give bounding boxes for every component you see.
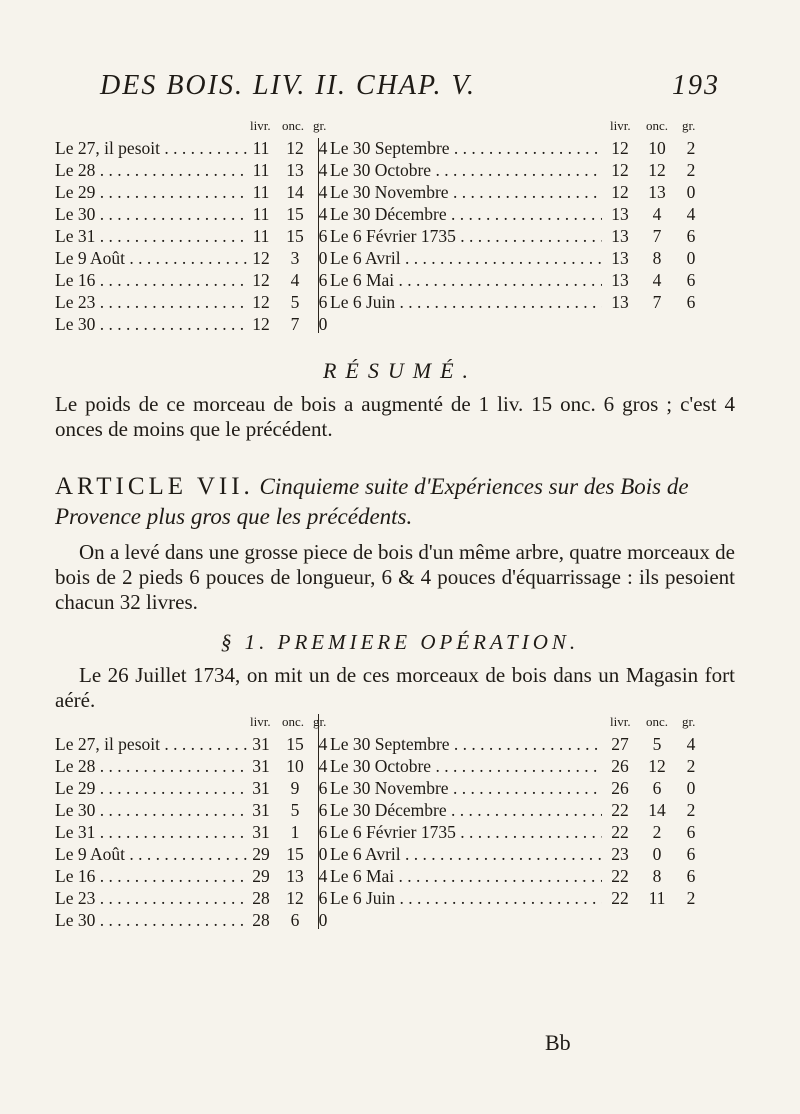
row-date-label: Le 30 Décembre . . . <box>330 204 602 225</box>
row-livr-value: 31 <box>252 756 270 776</box>
article-title: Cinquieme suite d'Expériences sur des Bois de Provence plus gros que les précédents. <box>55 474 689 529</box>
row-onc-value: 15 <box>286 844 304 864</box>
row-gr-value: 0 <box>686 248 696 268</box>
table-row <box>330 226 705 248</box>
row-gr-value: 2 <box>686 160 696 180</box>
row-onc-value: 5 <box>290 800 300 820</box>
row-date-label: Le 30 Octobre . . . <box>330 756 602 777</box>
row-gr-value: 6 <box>318 226 328 246</box>
unit-header-livres: livr. <box>610 118 631 133</box>
running-head <box>100 70 720 110</box>
row-gr-value: 6 <box>686 270 696 290</box>
row-onc-value: 3 <box>290 248 300 268</box>
table-row <box>330 182 705 204</box>
row-onc-value: 15 <box>286 226 304 246</box>
row-livr-value: 12 <box>252 248 270 268</box>
row-date-label: Le 30 Octobre . . . <box>330 160 602 181</box>
column-divider <box>318 714 319 929</box>
unit-header-gros: gr. <box>313 714 327 729</box>
row-livr-value: 29 <box>252 844 270 864</box>
row-date-label: Le 6 Mai . . . <box>330 866 602 887</box>
unit-header-gros: gr. <box>682 714 696 729</box>
row-onc-value: 2 <box>652 822 662 842</box>
table-row <box>55 888 337 910</box>
row-date-label: Le 6 Juin . . . <box>330 292 602 313</box>
row-date-label: Le 30 Décembre . . . <box>330 800 602 821</box>
row-livr-value: 31 <box>252 778 270 798</box>
page-number: 193 <box>672 70 720 101</box>
row-onc-value: 12 <box>648 756 666 776</box>
row-date-label: Le 23 . . . <box>55 888 247 909</box>
row-date-label: Le 29 . . . <box>55 778 247 799</box>
table-row <box>55 844 337 866</box>
table-1-right-column <box>330 118 735 348</box>
row-livr-value: 23 <box>611 844 629 864</box>
table-row <box>330 270 705 292</box>
table-row <box>330 866 705 888</box>
row-gr-value: 4 <box>686 204 696 224</box>
row-gr-value: 0 <box>318 910 328 930</box>
row-onc-value: 5 <box>290 292 300 312</box>
table-row <box>330 248 705 270</box>
row-date-label: Le 30 Novembre . . . <box>330 778 602 799</box>
table-row <box>330 888 705 910</box>
table-row <box>330 160 705 182</box>
table-row <box>55 822 337 844</box>
row-onc-value: 8 <box>652 866 662 886</box>
table-row <box>55 734 337 756</box>
row-date-label: Le 27, il pesoit . . . <box>55 138 247 159</box>
row-gr-value: 2 <box>686 756 696 776</box>
row-onc-value: 15 <box>286 734 304 754</box>
row-gr-value: 6 <box>686 844 696 864</box>
row-onc-value: 4 <box>652 270 662 290</box>
row-date-label: Le 6 Avril . . . <box>330 844 602 865</box>
row-onc-value: 8 <box>652 248 662 268</box>
unit-header-onces: onc. <box>646 714 669 729</box>
signature-mark: Bb <box>545 1030 571 1055</box>
table-row <box>55 866 337 888</box>
unit-header-livres: livr. <box>250 714 271 729</box>
table-1-left-column <box>55 118 328 348</box>
table-row <box>55 182 337 204</box>
table-row <box>330 204 705 226</box>
section-heading: § 1. PREMIERE OPÉRATION. <box>220 630 580 654</box>
table-row <box>55 226 337 248</box>
row-gr-value: 0 <box>318 844 328 864</box>
unit-header-gros: gr. <box>313 118 327 133</box>
row-livr-value: 28 <box>252 910 270 930</box>
row-gr-value: 6 <box>686 866 696 886</box>
row-date-label: Le 29 . . . <box>55 182 247 203</box>
row-livr-value: 31 <box>252 800 270 820</box>
row-gr-value: 6 <box>318 800 328 820</box>
table-row <box>330 822 705 844</box>
row-onc-value: 13 <box>648 182 666 202</box>
row-onc-value: 5 <box>652 734 662 754</box>
row-livr-value: 11 <box>252 160 270 180</box>
table-row <box>55 248 337 270</box>
row-gr-value: 2 <box>686 800 696 820</box>
row-gr-value: 0 <box>686 182 696 202</box>
row-date-label: Le 31 . . . <box>55 226 247 247</box>
row-livr-value: 11 <box>252 138 270 158</box>
row-onc-value: 1 <box>290 822 300 842</box>
row-date-label: Le 6 Février 1735 . . . <box>330 226 602 247</box>
row-livr-value: 12 <box>252 270 270 290</box>
row-gr-value: 4 <box>318 734 328 754</box>
row-date-label: Le 6 Mai . . . <box>330 270 602 291</box>
row-onc-value: 9 <box>290 778 300 798</box>
row-date-label: Le 28 . . . <box>55 160 247 181</box>
row-onc-value: 15 <box>286 204 304 224</box>
row-date-label: Le 31 . . . <box>55 822 247 843</box>
row-date-label: Le 23 . . . <box>55 292 247 313</box>
table-row <box>55 910 337 932</box>
table-2-right-column <box>330 714 735 944</box>
row-livr-value: 27 <box>611 734 629 754</box>
row-livr-value: 22 <box>611 888 629 908</box>
row-gr-value: 0 <box>318 248 328 268</box>
row-gr-value: 4 <box>318 182 328 202</box>
row-livr-value: 11 <box>252 204 270 224</box>
row-gr-value: 4 <box>318 866 328 886</box>
row-livr-value: 11 <box>252 182 270 202</box>
row-gr-value: 4 <box>318 138 328 158</box>
row-onc-value: 13 <box>286 866 304 886</box>
row-livr-value: 12 <box>611 138 629 158</box>
row-date-label: Le 30 . . . <box>55 204 247 225</box>
row-livr-value: 22 <box>611 800 629 820</box>
row-gr-value: 4 <box>686 734 696 754</box>
row-date-label: Le 30 . . . <box>55 314 247 335</box>
running-head-title: DES BOIS. LIV. II. CHAP. V. <box>100 70 476 101</box>
table-row <box>330 778 705 800</box>
row-onc-value: 4 <box>652 204 662 224</box>
table-row <box>55 270 337 292</box>
table-row <box>55 204 337 226</box>
weight-table-1 <box>55 118 735 348</box>
row-onc-value: 13 <box>286 160 304 180</box>
row-gr-value: 2 <box>686 888 696 908</box>
row-date-label: Le 30 Septembre . . . <box>330 734 602 755</box>
row-date-label: Le 30 Novembre . . . <box>330 182 602 203</box>
row-livr-value: 31 <box>252 822 270 842</box>
resume-heading: RÉSUMÉ. <box>322 358 478 383</box>
row-livr-value: 12 <box>611 160 629 180</box>
weight-table-2 <box>55 714 735 944</box>
row-onc-value: 6 <box>290 910 300 930</box>
row-livr-value: 31 <box>252 734 270 754</box>
table-row <box>55 778 337 800</box>
table-row <box>330 292 705 314</box>
table-row <box>55 292 337 314</box>
row-onc-value: 12 <box>286 138 304 158</box>
table-row <box>330 734 705 756</box>
row-livr-value: 12 <box>611 182 629 202</box>
unit-header-onces: onc. <box>646 118 669 133</box>
table-row <box>330 800 705 822</box>
row-livr-value: 26 <box>611 778 629 798</box>
row-date-label: Le 6 Juin . . . <box>330 888 602 909</box>
resume-paragraph: Le poids de ce morceau de bois a augmenté de 1 liv. 15 onc. 6 gros ; c'est 4 onces de moins que le précédent. <box>55 392 735 441</box>
unit-header-onces: onc. <box>282 714 305 729</box>
row-gr-value: 0 <box>318 314 328 334</box>
row-livr-value: 13 <box>611 270 629 290</box>
row-onc-value: 14 <box>648 800 666 820</box>
row-gr-value: 6 <box>686 226 696 246</box>
row-onc-value: 11 <box>648 888 666 908</box>
row-date-label: Le 30 . . . <box>55 910 247 931</box>
row-date-label: Le 6 Avril . . . <box>330 248 602 269</box>
article-heading <box>55 472 735 532</box>
row-onc-value: 0 <box>652 844 662 864</box>
row-gr-value: 6 <box>686 292 696 312</box>
table-row <box>330 138 705 160</box>
row-date-label: Le 28 . . . <box>55 756 247 777</box>
row-onc-value: 4 <box>290 270 300 290</box>
row-livr-value: 26 <box>611 756 629 776</box>
table-row <box>55 138 337 160</box>
table-row <box>55 160 337 182</box>
row-livr-value: 22 <box>611 866 629 886</box>
row-livr-value: 13 <box>611 292 629 312</box>
row-onc-value: 12 <box>286 888 304 908</box>
row-gr-value: 2 <box>686 138 696 158</box>
row-gr-value: 4 <box>318 160 328 180</box>
column-divider <box>318 138 319 333</box>
row-date-label: Le 16 . . . <box>55 866 247 887</box>
row-livr-value: 11 <box>252 226 270 246</box>
article-number: ARTICLE VII. <box>55 473 254 500</box>
table-row <box>55 800 337 822</box>
row-onc-value: 6 <box>652 778 662 798</box>
row-livr-value: 13 <box>611 248 629 268</box>
unit-header-livres: livr. <box>250 118 271 133</box>
row-date-label: Le 30 . . . <box>55 800 247 821</box>
row-onc-value: 7 <box>290 314 300 334</box>
row-date-label: Le 9 Août . . . <box>55 248 247 269</box>
operation-paragraph: Le 26 Juillet 1734, on mit un de ces morceaux de bois dans un Magasin fort aéré. <box>55 663 735 712</box>
row-date-label: Le 9 Août . . . <box>55 844 247 865</box>
row-date-label: Le 27, il pesoit . . . <box>55 734 247 755</box>
row-gr-value: 6 <box>318 292 328 312</box>
unit-header-onces: onc. <box>282 118 305 133</box>
table-row <box>55 314 337 336</box>
row-gr-value: 4 <box>318 756 328 776</box>
row-gr-value: 6 <box>318 778 328 798</box>
row-gr-value: 6 <box>686 822 696 842</box>
row-gr-value: 0 <box>686 778 696 798</box>
row-date-label: Le 16 . . . <box>55 270 247 291</box>
unit-header-livres: livr. <box>610 714 631 729</box>
row-onc-value: 12 <box>648 160 666 180</box>
table-row <box>330 844 705 866</box>
row-livr-value: 29 <box>252 866 270 886</box>
row-livr-value: 28 <box>252 888 270 908</box>
row-livr-value: 22 <box>611 822 629 842</box>
row-livr-value: 13 <box>611 204 629 224</box>
table-2-left-column <box>55 714 328 944</box>
unit-header-gros: gr. <box>682 118 696 133</box>
row-onc-value: 10 <box>648 138 666 158</box>
row-date-label: Le 6 Février 1735 . . . <box>330 822 602 843</box>
table-row <box>55 756 337 778</box>
row-onc-value: 14 <box>286 182 304 202</box>
row-onc-value: 7 <box>652 292 662 312</box>
row-onc-value: 7 <box>652 226 662 246</box>
row-livr-value: 13 <box>611 226 629 246</box>
row-livr-value: 12 <box>252 314 270 334</box>
row-date-label: Le 30 Septembre . . . <box>330 138 602 159</box>
row-livr-value: 12 <box>252 292 270 312</box>
row-gr-value: 6 <box>318 888 328 908</box>
row-onc-value: 10 <box>286 756 304 776</box>
table-row <box>330 756 705 778</box>
article-paragraph: On a levé dans une grosse piece de bois d'un même arbre, quatre morceaux de bois de 2 pieds 6 pouces de longueur, 6 & 4 pouces d'équarrissage : ils pesoient chacun 32 livres. <box>55 540 735 614</box>
row-gr-value: 6 <box>318 822 328 842</box>
row-gr-value: 6 <box>318 270 328 290</box>
row-gr-value: 4 <box>318 204 328 224</box>
